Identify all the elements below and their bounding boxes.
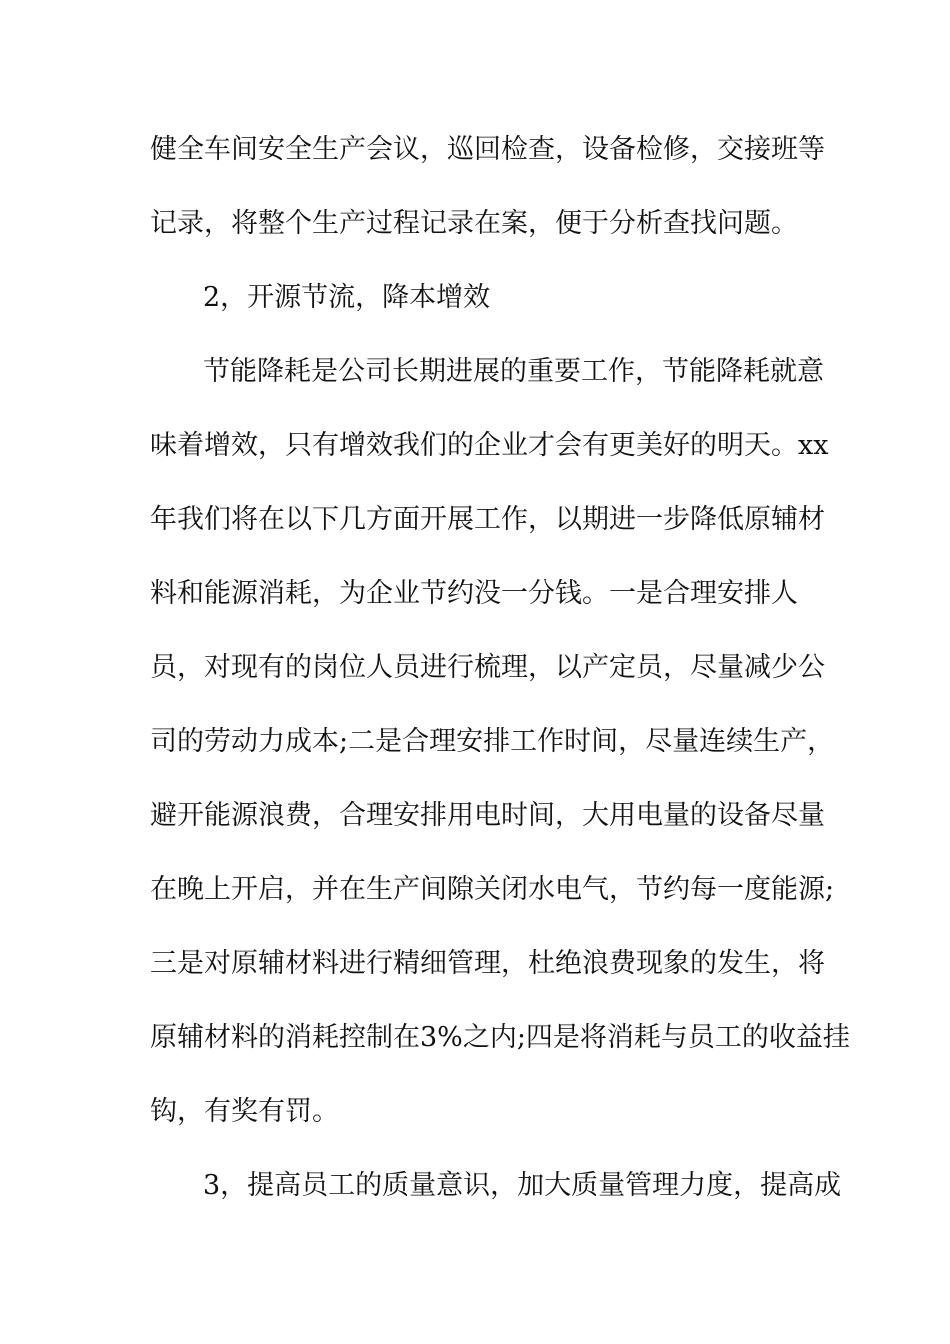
text-line: 避开能源浪费，合理安排用电时间，大用电量的设备尽量 <box>150 800 825 831</box>
paragraph-first-line: 节能降耗是公司长期进展的重要工作，节能降耗就意 <box>203 356 824 387</box>
text-line: 钩，有奖有罚。 <box>150 1096 339 1127</box>
text-line: 年我们将在以下几方面开展工作，以期进一步降低原辅材 <box>150 504 825 535</box>
text-line: 料和能源消耗，为企业节约没一分钱。一是合理安排人 <box>150 578 798 609</box>
section-heading: 2，开源节流，降本增效 <box>203 282 491 313</box>
text-line: 在晚上开启，并在生产间隙关闭水电气，节约每一度能源; <box>150 874 835 905</box>
text-line: 健全车间安全生产会议，巡回检查，设备检修，交接班等 <box>150 134 825 165</box>
text-line: 记录，将整个生产过程记录在案，便于分析查找问题。 <box>150 208 798 239</box>
text-line: 原辅材料的消耗控制在3%之内;四是将消耗与员工的收益挂 <box>150 1022 850 1053</box>
text-line: 三是对原辅材料进行精细管理，杜绝浪费现象的发生，将 <box>150 948 825 979</box>
section-heading: 3，提高员工的质量意识，加大质量管理力度，提高成 <box>203 1170 842 1201</box>
text-line: 司的劳动力成本;二是合理安排工作时间，尽量连续生产， <box>150 726 835 757</box>
text-line: 味着增效，只有增效我们的企业才会有更美好的明天。xx <box>150 430 829 461</box>
text-line: 员，对现有的岗位人员进行梳理，以产定员，尽量减少公 <box>150 652 825 683</box>
